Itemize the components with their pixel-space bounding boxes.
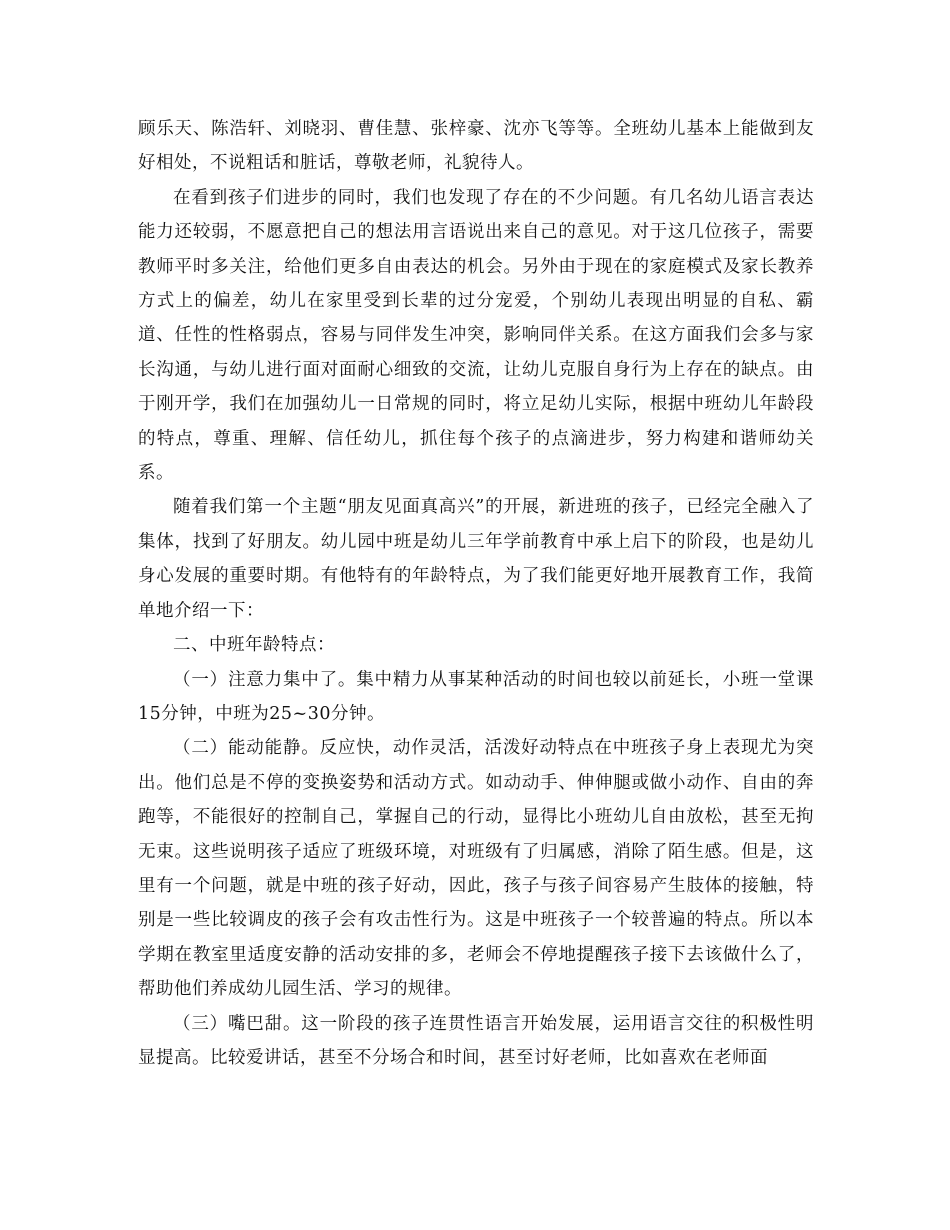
paragraph-active-quiet: （二）能动能静。反应快，动作灵活，活泼好动特点在中班孩子身上表现尤为突出。他们总是不停的变换姿势和活动方式。如动动手、伸伸腿或做小动作、自由的奔跑等，不能很好的控制自己，掌握自己的行动，显得比小班幼儿自由放松，甚至无拘无束。这些说明孩子适应了班级环境，对班级有了归属感，消除了陌生感。但是，这里有一个问题，就是中班的孩子好动，因此，孩子与孩子间容易产生肢体的接触，特别是一些比较调皮的孩子会有攻击性行为。这是中班孩子一个较普遍的特点。所以本学期在教室里适度安静的活动安排的多，老师会不停地提醒孩子接下去该做什么了，帮助他们养成幼儿园生活、学习的规律。 bbox=[138, 738, 814, 1000]
paragraph-sweet-talk: （三）嘴巴甜。这一阶段的孩子连贯性语言开始发展，运用语言交往的积极性明显提高。比较爱讲话，甚至不分场合和时间，甚至讨好老师，比如喜欢在老师面 bbox=[138, 1013, 814, 1068]
section-heading-age-characteristics: 二、中班年龄特点： bbox=[173, 635, 335, 656]
paragraph-theme-intro: 随着我们第一个主题“朋友见面真高兴”的开展，新进班的孩子，已经完全融入了集体，找到了好朋友。幼儿园中班是幼儿三年学前教育中承上启下的阶段，也是幼儿身心发展的重要时期。有他特有的年龄特点，为了我们能更好地开展教育工作，我简单地介绍一下： bbox=[138, 497, 814, 621]
paragraph-attention: （一）注意力集中了。集中精力从事某种活动的时间也较以前延长，小班一堂课15分钟，中班为25~30分钟。 bbox=[138, 669, 814, 724]
document-body bbox=[138, 112, 814, 1075]
paragraph-problems: 在看到孩子们进步的同时，我们也发现了存在的不少问题。有几名幼儿语言表达能力还较弱，不愿意把自己的想法用言语说出来自己的意见。对于这几位孩子，需要教师平时多关注，给他们更多自由表达的机会。另外由于现在的家庭模式及家长教养方式上的偏差，幼儿在家里受到长辈的过分宠爱，个别幼儿表现出明显的自私、霸道、任性的性格弱点，容易与同伴发生冲突，影响同伴关系。在这方面我们会多与家长沟通，与幼儿进行面对面耐心细致的交流，让幼儿克服自身行为上存在的缺点。由于刚开学，我们在加强幼儿一日常规的同时，将立足幼儿实际，根据中班幼儿年龄段的特点，尊重、理解、信任幼儿，抓住每个孩子的点滴进步，努力构建和谐师幼关系。 bbox=[138, 187, 814, 484]
paragraph-continuation: 顾乐天、陈浩轩、刘晓羽、曹佳慧、张梓豪、沈亦飞等等。全班幼儿基本上能做到友好相处，不说粗话和脏话，尊敬老师，礼貌待人。 bbox=[138, 119, 814, 174]
